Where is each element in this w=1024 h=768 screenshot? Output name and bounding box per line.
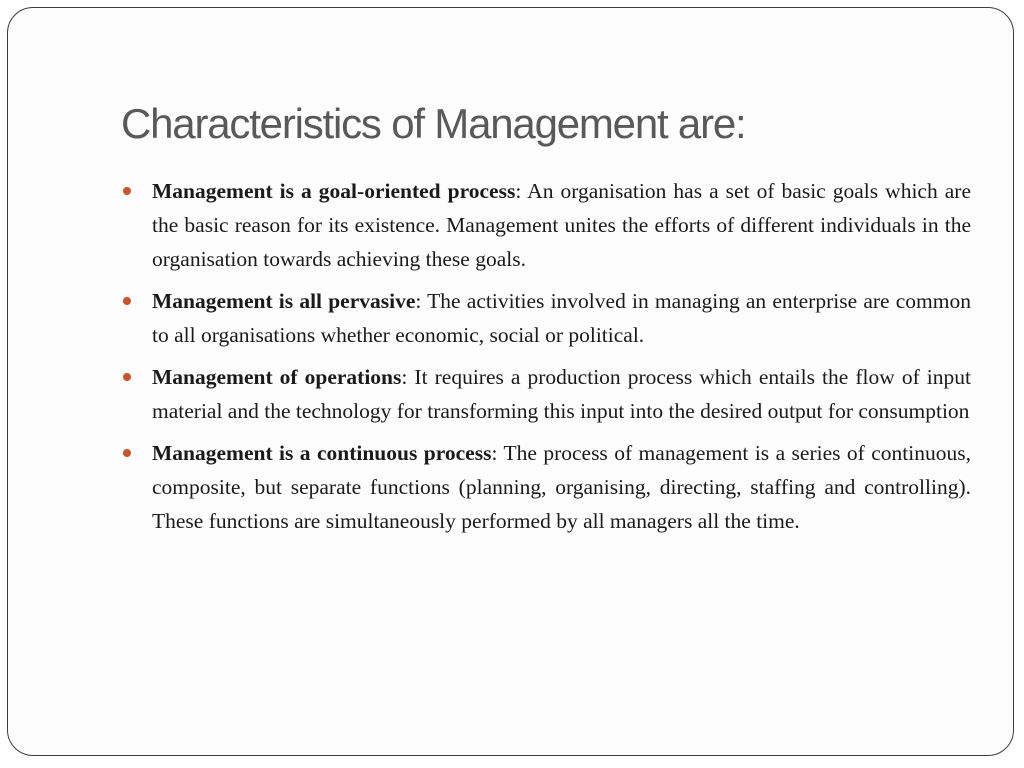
bullet-text: The process of management is a series of continuous, composite, but separate functions (planning, organising, directing, staffing and controlling). These functions are simultaneously performed by all managers all the time. xyxy=(152,441,971,533)
bullet-list xyxy=(123,174,971,546)
bullet-item-all-pervasive xyxy=(123,284,971,352)
bullet-text: It requires a production process which entails the flow of input material and the technology for transforming this input into the desired output for consumption xyxy=(152,365,971,423)
bullet-term: Management is a goal-oriented process xyxy=(152,179,516,203)
bullet-separator: : xyxy=(401,365,415,389)
bullet-separator: : xyxy=(491,441,504,465)
bullet-text: An organisation has a set of basic goals which are the basic reason for its existence. Management unites the efforts of different individuals in the organisation towards achieving these goals. xyxy=(152,179,971,271)
bullet-item-operations xyxy=(123,360,971,428)
slide-frame xyxy=(7,7,1014,756)
bullet-item-continuous-process xyxy=(123,436,971,538)
bullet-dot-icon xyxy=(123,373,131,381)
bullet-term: Management is all pervasive xyxy=(152,289,416,313)
bullet-dot-icon xyxy=(123,187,131,195)
bullet-term: Management of operations xyxy=(152,365,402,389)
bullet-item-goal-oriented xyxy=(123,174,971,276)
bullet-separator: : xyxy=(415,289,428,313)
bullet-dot-icon xyxy=(123,297,131,305)
bullet-separator: : xyxy=(515,179,528,203)
bullet-dot-icon xyxy=(123,449,131,457)
bullet-text: The activities involved in managing an enterprise are common to all organisations whether economic, social or political. xyxy=(152,289,971,347)
slide-title: Characteristics of Management are: xyxy=(121,100,746,147)
bullet-term: Management is a continuous process xyxy=(152,441,492,465)
